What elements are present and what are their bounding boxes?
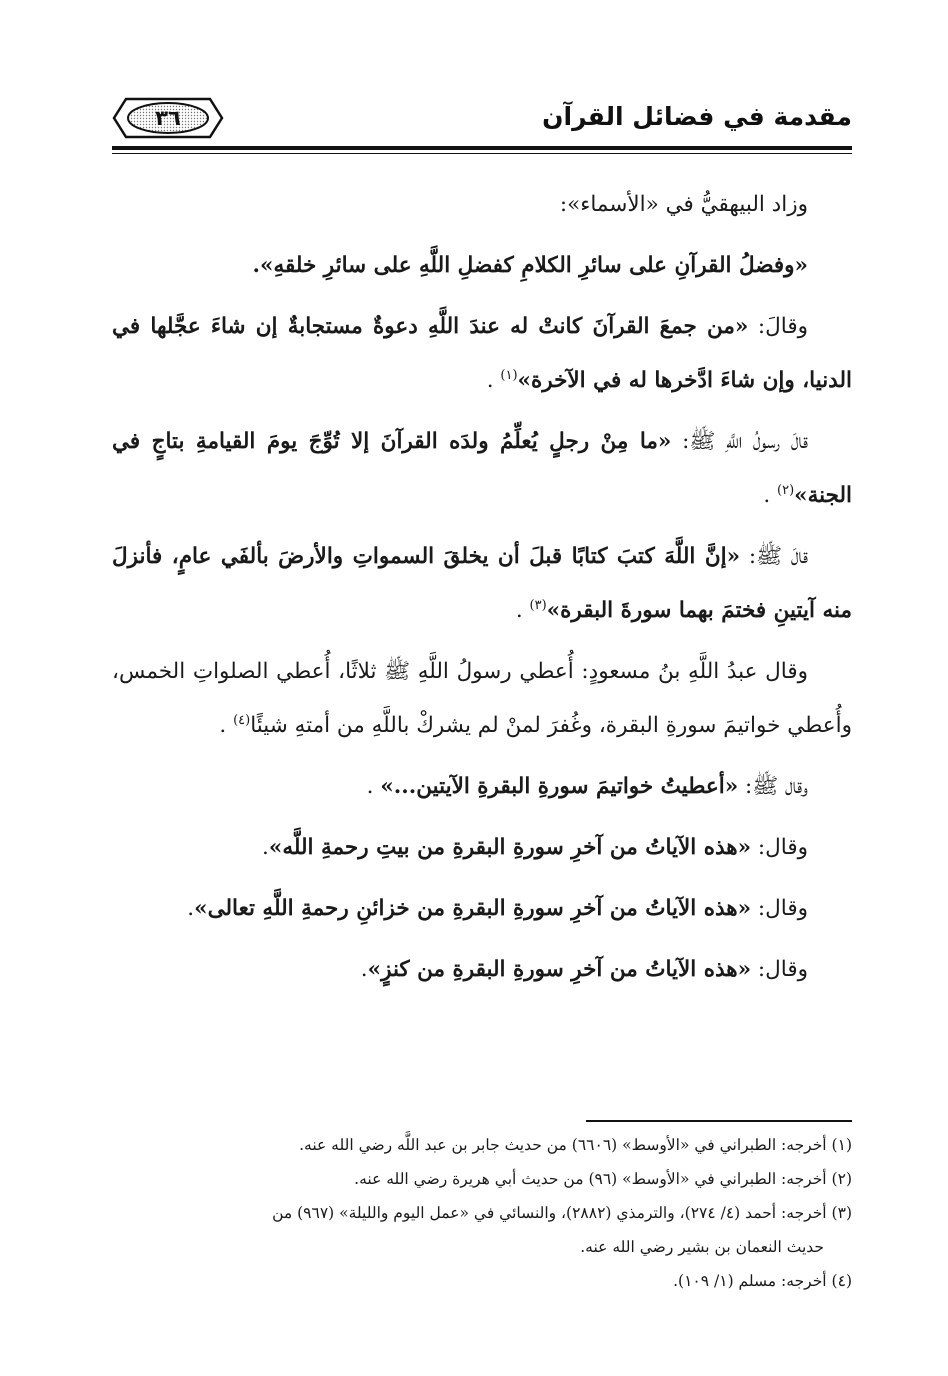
paragraph — [112, 239, 852, 293]
paragraph — [112, 821, 852, 875]
para-quote: «إنَّ اللَّهَ كتبَ كتابًا قبلَ أن يخلقَ السمواتِ والأرضَ بألفَي عامٍ، فأنزلَ منه آيتينِ فختمَ بهما سورةَ البقرة» — [112, 544, 852, 623]
para-quote: «وفضلُ القرآنِ على سائرِ الكلامِ كفضلِ اللَّهِ على سائرِ خلقهِ». — [252, 253, 808, 278]
footnote-text: أخرجه: مسلم (١/ ١٠٩). — [673, 1272, 827, 1290]
paragraph — [112, 178, 852, 232]
para-quote: «ما مِنْ رجلٍ يُعلِّمُ ولدَه القرآنَ إلا تُوِّجَ يومَ القيامةِ بتاجٍ في الجنة» — [112, 429, 852, 508]
footnote-number: (٤) — [831, 1272, 852, 1290]
footnote-divider — [586, 1120, 852, 1122]
footnote-item — [112, 1128, 852, 1162]
footnote-text: أخرجه: الطبراني في «الأوسط» (٦٦٠٦) من حديث جابر بن عبد اللَّه رضي الله عنه. — [299, 1136, 827, 1154]
running-title: مقدمة في فضائل القرآن — [542, 102, 852, 131]
para-lead: وقالَ: — [748, 314, 808, 339]
footnote-text: أخرجه: الطبراني في «الأوسط» (٩٦) من حديث أبي هريرة رضي الله عنه. — [354, 1170, 827, 1188]
paragraph — [112, 760, 852, 814]
para-lead: قالَ رسولُ اللَّهِ ﷺ: — [671, 429, 809, 454]
para-lead: وقال: — [751, 957, 808, 982]
footnote-item — [112, 1196, 852, 1264]
header-rule-thin — [112, 153, 852, 154]
footnote-marker: (١) — [500, 367, 518, 383]
para-tail: . — [187, 896, 195, 921]
para-lead: وقال: — [751, 835, 808, 860]
para-tail: . — [486, 368, 494, 393]
footnote-item — [112, 1264, 852, 1298]
footnote-continuation: حديث النعمان بن بشير رضي الله عنه. — [580, 1238, 824, 1256]
para-quote: «هذه الآياتُ من آخرِ سورةِ البقرةِ من بيتِ رحمةِ اللَّه» — [268, 835, 752, 860]
para-quote: «هذه الآياتُ من آخرِ سورةِ البقرةِ من كنزٍ» — [367, 957, 752, 982]
footnotes — [112, 1128, 852, 1298]
para-quote: «من جمعَ القرآنَ كانتْ له عندَ اللَّهِ دعوةٌ مستجابةٌ إن شاءَ عجَّلها في الدنيا، وإن شاءَ ادَّخرها له في الآخرة» — [112, 314, 852, 393]
header-rule-thick — [112, 146, 852, 150]
para-lead: وزاد البيهقيُّ في «الأسماء»: — [559, 192, 808, 217]
footnote-marker: (٣) — [529, 597, 547, 613]
footnote-number: (١) — [831, 1136, 852, 1154]
para-quote: «هذه الآياتُ من آخرِ سورةِ البقرةِ من خزائنِ رحمةِ اللَّهِ تعالى» — [194, 896, 752, 921]
para-lead: وقال ﷺ: — [738, 774, 808, 799]
footnote-marker: (٢) — [777, 482, 795, 498]
para-quote: «أعطيتُ خواتيمَ سورةِ البقرةِ الآيتين...» — [380, 774, 739, 799]
paragraph — [112, 882, 852, 936]
footnote-item — [112, 1162, 852, 1196]
paragraph — [112, 415, 852, 523]
para-tail: . — [262, 835, 269, 860]
main-text — [112, 178, 852, 1004]
footnote-marker: (٤) — [233, 712, 251, 728]
para-lead: قالَ ﷺ: — [740, 544, 809, 569]
page-header — [112, 92, 852, 154]
paragraph — [112, 530, 852, 638]
para-tail: . — [219, 713, 227, 738]
footnote-text: أخرجه: أحمد (٤/ ٢٧٤)، والترمذي (٢٨٨٢)، والنسائي في «عمل اليوم والليلة» (٩٦٧) من — [272, 1204, 827, 1222]
para-tail: . — [366, 774, 374, 799]
footnote-number: (٣) — [831, 1204, 852, 1222]
footnote-number: (٢) — [831, 1170, 852, 1188]
paragraph — [112, 943, 852, 997]
paragraph — [112, 645, 852, 753]
paragraph — [112, 300, 852, 408]
para-lead: وقال عبدُ اللَّهِ بنُ مسعودٍ: أُعطي رسولُ اللَّهِ ﷺ ثلاثًا، أُعطي الصلواتِ الخمس، وأُعطي خواتيمَ سورةِ البقرة، وغُفرَ لمنْ لم يشركْ باللَّهِ من أمتهِ شيئًا — [112, 659, 852, 738]
para-tail: . — [360, 957, 368, 982]
para-tail: . — [763, 483, 771, 508]
para-lead: وقال: — [751, 896, 808, 921]
page-number: ٣٦ — [155, 106, 181, 130]
para-tail: . — [515, 598, 523, 623]
page-number-badge — [112, 96, 224, 140]
